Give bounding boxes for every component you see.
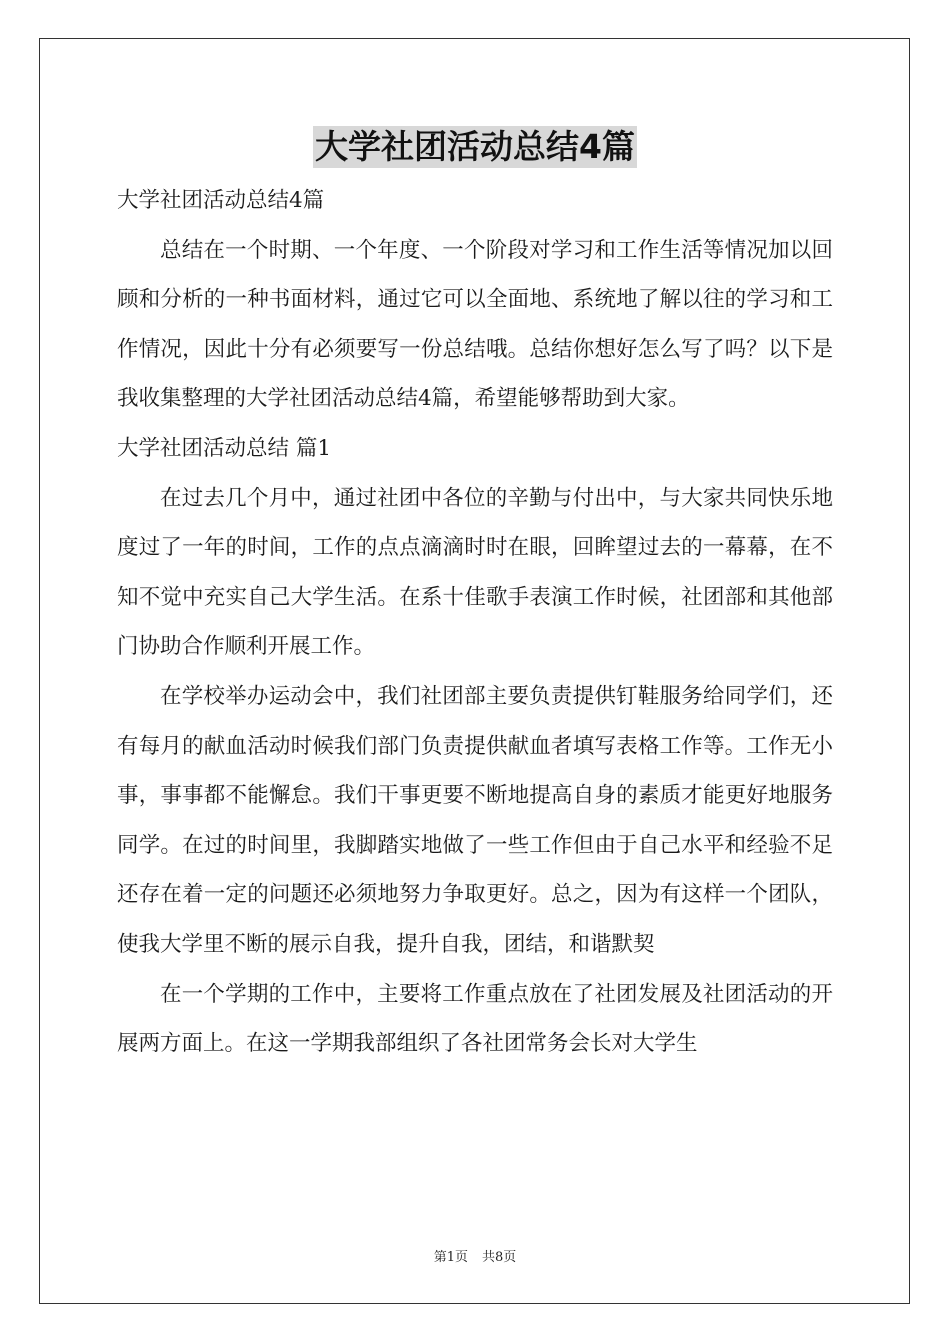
- page-total: 共8页: [482, 1250, 517, 1265]
- page-number: 第1页: [433, 1250, 468, 1265]
- body-paragraph: 在一个学期的工作中，主要将工作重点放在了社团发展及社团活动的开展两方面上。在这一学期我部组织了各社团常务会长对大学生: [117, 981, 833, 1057]
- body-paragraph: 在过去几个月中，通过社团中各位的辛勤与付出中，与大家共同快乐地度过了一年的时间，工作的点点滴滴时时在眼，回眸望过去的一幕幕，在不知不觉中充实自己大学生活。在系十佳歌手表演工作时候，社团部和其他部门协助合作顺利开展工作。: [117, 485, 833, 660]
- intro-paragraph: 总结在一个时期、一个年度、一个阶段对学习和工作生活等情况加以回顾和分析的一种书面材料，通过它可以全面地、系统地了解以往的学习和工作情况，因此十分有必须要写一份总结哦。总结你想好怎么写了吗？以下是我收集整理的大学社团活动总结4篇，希望能够帮助到大家。: [117, 237, 833, 412]
- page-footer: [0, 1246, 950, 1265]
- document-title: 大学社团活动总结4篇: [315, 127, 635, 166]
- document-body: [117, 176, 833, 1069]
- body-paragraph: 在学校举办运动会中，我们社团部主要负责提供钉鞋服务给同学们，还有每月的献血活动时候我们部门负责提供献血者填写表格工作等。工作无小事，事事都不能懈怠。我们干事更要不断地提高自身的素质才能更好地服务同学。在过的时间里，我脚踏实地做了一些工作但由于自己水平和经验不足还存在着一定的问题还必须地努力争取更好。总之，因为有这样一个团队，使我大学里不断的展示自我，提升自我，团结，和谐默契: [117, 683, 833, 957]
- section-heading: 大学社团活动总结 篇1: [117, 435, 332, 461]
- title-container: [0, 126, 950, 168]
- document-subtitle: 大学社团活动总结4篇: [117, 188, 325, 213]
